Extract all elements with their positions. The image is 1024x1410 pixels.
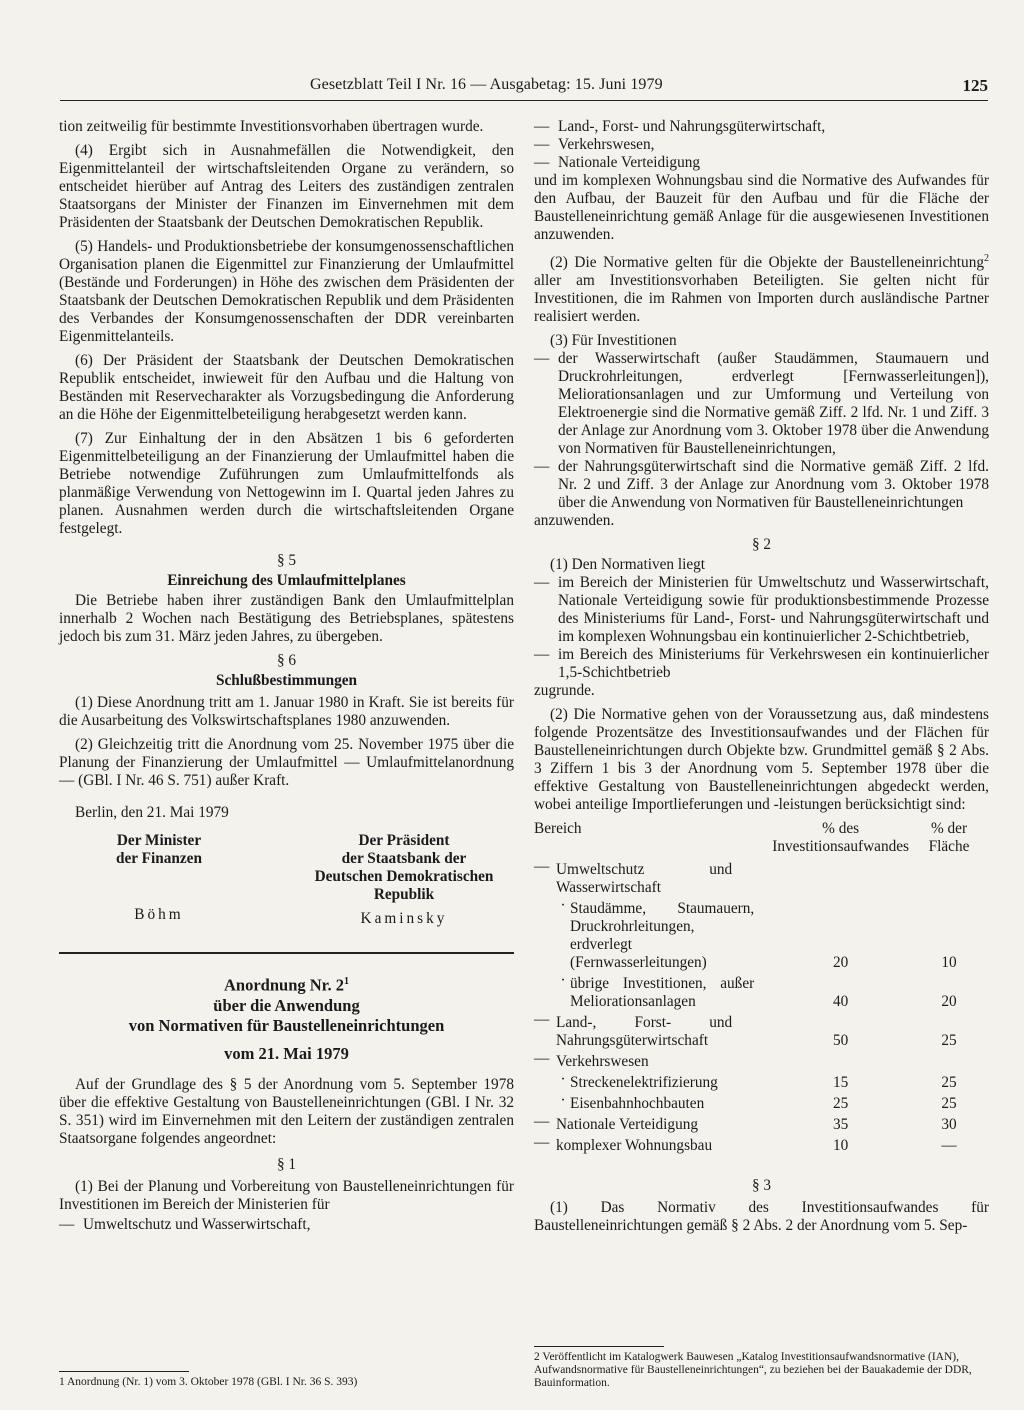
ministry-item-land: — Land-, Forst- und Nahrungsgüterwirtschaft, — [534, 118, 826, 135]
ordinance-title-line-2: über die Anwendung — [213, 995, 360, 1015]
header-bereich: Bereich — [534, 820, 582, 838]
section-5-text: Die Betriebe haben ihrer zuständigen Bank den Umlaufmittelplan innerhalb 2 Wochen nach Bestätigung des Betriebsplanes, spätestens jedoch bis zum 31. März jeden Jahres, zu übergeben. — [59, 592, 514, 645]
ministry-item-verkehr: — Verkehrswesen, — [534, 136, 655, 153]
row-flaeche — [909, 858, 989, 897]
paragraph-6: (6) Der Präsident der Staatsbank der Deutschen Demokratischen Republik entscheidet, inwieweit für den Aufbau und die Haltung von Beständen mit Reservecharakter als Vorzugsbedingung die Anforderung an die Höhe der Eigenmittelbeteiligung herabgesetzt werden kann. — [59, 352, 514, 423]
row-investitionsaufwand: 10 — [832, 1137, 849, 1155]
section-2-paragraph-1-end: zugrunde. — [534, 682, 595, 700]
section-5-number: § 5 — [276, 552, 297, 569]
place-date: Berlin, den 21. Mai 1979 — [75, 804, 229, 821]
row-flaeche — [909, 1050, 989, 1071]
footnote-rule — [59, 1371, 189, 1372]
minister-title-line-2: der Finanzen — [116, 850, 202, 867]
normative-table — [534, 820, 989, 1155]
paragraph-5: (5) Handels- und Produktionsbetriebe der konsumgenossenschaftlichen Organisation planen die Eigenmittel zur Finanzierung der Umlaufmittel (Bestände und Forderungen) in Höhe des zwischen dem Präsidenten der Staatsbank der Deutschen Demokratischen Republik und dem Präsidenten des Verbandes der Konsumgenossenschaften der DDR vereinbarten Eigenmittelanteils. — [59, 238, 514, 345]
page-number: 125 — [962, 76, 988, 95]
section-1-paragraph-1-cont: und im komplexen Wohnungsbau sind die Normative des Aufwandes für den Aufbau, der Bauzeit für den Aufbau und für die Fläche der Baustelleneinrichtung gemäß Anlage für die ausgewiesenen Investitionen anzuwenden. — [534, 172, 989, 243]
minister-name: Böhm — [134, 906, 184, 923]
president-title-line-4: Republik — [373, 886, 435, 903]
table-header-row — [534, 820, 989, 858]
row-marker — [534, 972, 556, 1011]
header-investitionsaufwand: % des Investitionsaufwandes — [772, 820, 910, 856]
paragraph-3-end: anzuwenden. — [534, 512, 615, 530]
header-title: Gesetzblatt Teil I Nr. 16 — Ausgabetag: 15. Juni 1979 — [310, 76, 663, 93]
row-bullet: · — [560, 897, 566, 915]
row-label: Verkehrswesen — [556, 1053, 649, 1071]
section-1-paragraph-2: (2) Die Normative gelten für die Objekte der Baustelleneinrichtung$^2$ aller am Investitionsvorhaben Beteiligten. Sie gelten nicht für Investitionen, die im Rahmen von Importen durch ausländische Partner realisiert werden. — [534, 253, 989, 326]
row-flaeche: 20 — [941, 993, 957, 1011]
section-2-item-1: — im Bereich der Ministerien für Umweltschutz und Wasserwirtschaft, Nationale Verteidigung sowie für produktionsbestimmende Prozesse des Ministeriums für Land-, Forst- und Nahrungsgüterwirtschaft und im komplexen Wohnungsbau ein kontinuierlicher 2-Schichtbetrieb, — [534, 574, 989, 646]
row-bullet: · — [560, 1092, 566, 1110]
paragraph-4: (4) Ergibt sich in Ausnahmefällen die Notwendigkeit, den Eigenmittelanteil der wirtschaftsleitenden Organe zu verändern, so entscheidet hierüber auf Antrag des Leiters des zuständigen zentralen Staatsorgans der Minister der Finanzen im Einvernehmen mit dem Präsidenten der Staatsbank der Deutschen Demokratischen Republik. — [59, 142, 514, 231]
table-row — [534, 1113, 989, 1134]
footnote-1 — [59, 1371, 514, 1389]
section-5-title: Einreichung des Umlaufmittelplanes — [167, 572, 406, 589]
row-investitionsaufwand: 50 — [832, 1032, 849, 1050]
footnote-2-text: Veröffentlicht im Katalogwerk Bauwesen „Katalog Investitionsaufwandsnormative (IAN), Aufwandsnormative für Baustelleneinrichtungen“, zu beziehen bei der Bauakademie der DDR, Bauinformation. — [534, 1351, 972, 1389]
president-title-line-2: der Staatsbank der — [341, 850, 467, 867]
row-label: Land-, Forst- und Nahrungsgüterwirtschaft — [556, 1014, 733, 1050]
section-2-number: § 2 — [751, 536, 772, 554]
row-label: Nationale Verteidigung — [556, 1116, 699, 1134]
row-marker — [534, 1092, 556, 1113]
row-flaeche: 25 — [941, 1032, 957, 1050]
row-marker — [534, 897, 556, 972]
footnote-2-mark: 2 — [534, 1351, 540, 1363]
table-row — [534, 858, 989, 897]
ordinance-title — [59, 972, 514, 1036]
row-flaeche: 25 — [941, 1074, 957, 1092]
right-column — [534, 118, 989, 1241]
table-row — [534, 1092, 989, 1113]
left-column — [59, 118, 514, 1234]
table-row — [534, 1071, 989, 1092]
footnote-1-mark: 1 — [59, 1376, 65, 1388]
minister-title-line-1: Der Minister — [116, 832, 202, 849]
section-2-paragraph-2: (2) Die Normative gehen von der Voraussetzung aus, daß mindestens folgende Prozentsätze des Investitionsaufwandes und der Flächen für Baustelleneinrichtungen durch Objekte bzw. Grundmittel gemäß § 2 Abs. 3 Ziffern 1 bis 3 der Anordnung vom 5. September 1978 über die effektive Gestaltung von Baustelleneinrichtungen abgedeckt werden, wobei anteilige Importlieferungen und -leistungen berücksichtigt sind: — [534, 706, 989, 814]
signature-block — [59, 832, 514, 928]
section-2-paragraph-1: (1) Den Normativen liegt — [550, 556, 706, 574]
row-investitionsaufwand: 25 — [832, 1095, 849, 1113]
president-title-line-1: Der Präsident — [358, 832, 450, 849]
row-label: übrige Investitionen, außer Meliorationsanlagen — [570, 975, 755, 1011]
ordinance-intro: Auf der Grundlage des § 5 der Anordnung vom 5. September 1978 über die effektive Gestaltung von Baustelleneinrichtungen (GBl. I Nr. 32 S. 351) wird im Einvernehmen mit den Leitern der zuständigen zentralen Staatsorgane folgendes angeordnet: — [59, 1075, 514, 1147]
section-6-paragraph-2: (2) Gleichzeitig tritt die Anordnung vom 25. November 1975 über die Planung der Finanzierung der Umlaufmittel — Umlaufmittelanordnung — (GBl. I Nr. 46 S. 751) außer Kraft. — [59, 736, 514, 789]
row-marker: — — [534, 1134, 550, 1152]
row-marker: — — [534, 1113, 550, 1131]
page-header — [60, 74, 988, 101]
ordinance-footnote-mark: 1 — [343, 976, 349, 987]
row-investitionsaufwand: 15 — [832, 1074, 849, 1092]
table-row — [534, 972, 989, 1011]
footnote-2 — [534, 1346, 989, 1390]
table-row — [534, 897, 989, 972]
row-label: Eisenbahnhochbauten — [570, 1095, 705, 1113]
table-row — [534, 1134, 989, 1155]
signature-president — [304, 832, 504, 928]
row-flaeche: 10 — [941, 954, 957, 972]
section-1-number: § 1 — [276, 1155, 297, 1173]
section-divider — [59, 952, 514, 954]
section-6-paragraph-1: (1) Diese Anordnung tritt am 1. Januar 1980 in Kraft. Sie ist bereits für die Ausarbeitung des Volkswirtschaftsplanes 1980 anzuwenden. — [59, 694, 514, 729]
paragraph-7: (7) Zur Einhaltung der in den Absätzen 1 bis 6 geforderten Eigenmittelbeteiligung an der Finanzierung der Umlaufmittel haben die Betriebe notwendige Zuführungen zum Umlaufmittelfonds als planmäßige Verwendung von Nettogewinn im I. Quartal jeden Jahres zu planen. Ausnahmen werden durch die wirtschaftsleitenden Organe festgelegt. — [59, 430, 514, 537]
row-investitionsaufwand: 20 — [832, 954, 849, 972]
row-bullet: · — [560, 1071, 566, 1089]
row-flaeche: — — [941, 1137, 957, 1155]
row-flaeche: 25 — [941, 1095, 957, 1113]
paragraph-3-item-1: — der Wasserwirtschaft (außer Staudämmen, Staumauern und Druckrohrleitungen, erdverlegt [Fernwasserleitungen]), Meliorationsanlagen und zur Umformung und Verteilung von Elektroenergie sind die Normative gemäß Ziff. 2 lfd. Nr. 1 und Ziff. 3 der Anlage zur Anordnung vom 3. Oktober 1978 über die Anwendung von Normativen für Baustelleneinrichtungen, — [534, 350, 989, 458]
section-6-number: § 6 — [276, 652, 297, 669]
table-row — [534, 1050, 989, 1071]
section-2-item-2: — im Bereich des Ministeriums für Verkehrswesen ein kontinuierlicher 1,5-Schichtbetrieb — [534, 646, 989, 682]
ministry-item-verteidigung: — Nationale Verteidigung — [534, 154, 701, 171]
president-title-line-3: Deutschen Demokratischen — [314, 868, 494, 885]
row-label: Staudämme, Staumauern, Druckrohrleitungen, erdverlegt (Fernwasserleitungen) — [570, 900, 755, 972]
row-marker — [534, 1071, 556, 1092]
footnote-2-rule — [534, 1346, 664, 1347]
paragraph-continuation: tion zeitweilig für bestimmte Investitionsvorhaben übertragen wurde. — [59, 118, 484, 135]
row-investitionsaufwand — [772, 1050, 909, 1071]
row-investitionsaufwand — [772, 858, 909, 897]
table-row — [534, 1011, 989, 1050]
section-1-paragraph-3: (3) Für Investitionen — [550, 332, 677, 350]
section-3-number: § 3 — [751, 1177, 772, 1195]
ordinance-title-line-3: von Normativen für Baustelleneinrichtungen — [128, 1015, 445, 1035]
ordinance-date: vom 21. Mai 1979 — [224, 1043, 349, 1063]
section-6-title: Schlußbestimmungen — [215, 672, 358, 689]
row-marker: — — [534, 1050, 550, 1068]
section-3-paragraph-1: (1) Das Normativ des Investitionsaufwandes für Baustelleneinrichtungen gemäß § 2 Abs. 2 der Anordnung vom 5. Sep- — [534, 1199, 989, 1235]
row-investitionsaufwand: 40 — [832, 993, 849, 1011]
row-investitionsaufwand: 35 — [832, 1116, 849, 1134]
section-1-item-1: — Umweltschutz und Wasserwirtschaft, — [59, 1215, 311, 1233]
row-label: Streckenelektrifizierung — [570, 1074, 718, 1092]
row-label: Umweltschutz und Wasserwirtschaft — [556, 861, 733, 897]
header-flaeche: % der Fläche — [928, 820, 970, 856]
paragraph-3-item-2: — der Nahrungsgüterwirtschaft sind die Normative gemäß Ziff. 2 lfd. Nr. 2 und Ziff. 3 der Anlage zur Anordnung vom 3. Oktober 1978 über die Anwendung von Normativen für Baustelleneinrichtungen — [534, 458, 989, 512]
row-marker: — — [534, 1011, 550, 1029]
president-name: Kaminsky — [360, 910, 448, 927]
footnote-2-ref: 2 — [984, 253, 989, 264]
row-marker: — — [534, 858, 550, 876]
row-label: komplexer Wohnungsbau — [556, 1137, 713, 1155]
signature-minister — [84, 832, 234, 928]
footnote-1-text: Anordnung (Nr. 1) vom 3. Oktober 1978 (GBl. I Nr. 36 S. 393) — [67, 1376, 358, 1388]
row-flaeche: 30 — [941, 1116, 957, 1134]
row-bullet: · — [560, 972, 566, 990]
section-1-paragraph-1: (1) Bei der Planung und Vorbereitung von Baustelleneinrichtungen für Investitionen im Bereich der Ministerien für — [59, 1177, 514, 1213]
ordinance-title-line-1: Anordnung Nr. $2^1$ — [224, 975, 349, 995]
